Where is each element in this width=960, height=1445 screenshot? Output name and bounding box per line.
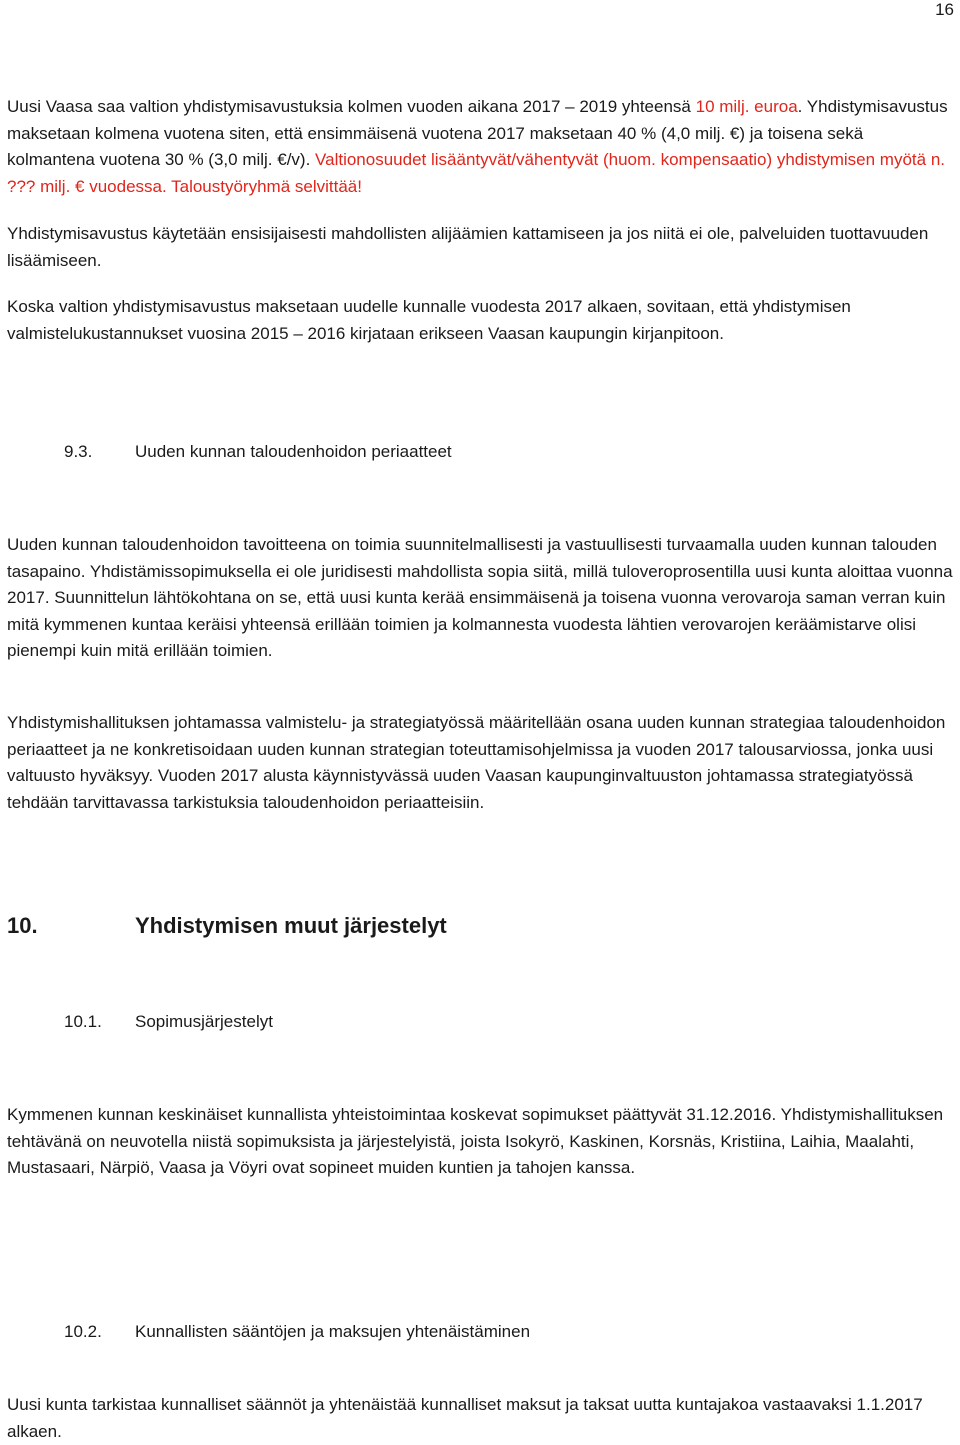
paragraph-strategy: Yhdistymishallituksen johtamassa valmistelu- ja strategiatyössä määritellään osana uuden kunnan strategiaa taloudenhoidon periaatteet ja ne konkretisoidaan uuden kunnan strategian toteuttamisohjelmissa ja vuoden 2017 talousarviossa, jonka uusi valtuusto hyväksyy. Vuoden 2017 alusta käynnistyvässä uuden Vaasan kaupunginvaltuuston johtamassa strategiatyössä tehdään tarvittavassa tarkistuksia taloudenhoidon periaatteisiin. [7, 713, 946, 812]
heading-10-1-title: Sopimusjärjestelyt [135, 1012, 273, 1031]
subsidy-text-2: . Yhdistymisavustus maksetaan kolmena vuotena siten, että ensimmäisenä vuotena 2017 maksetaan 40 % (4,0 milj. €) ja toisena sekä kolmantena vuotena 30 % (3,0 milj. €/v). [7, 97, 948, 169]
paragraph-subsidy-use: Yhdistymisavustus käytetään ensisijaisesti mahdollisten alijäämien kattamiseen ja jos niitä ei ole, palveluiden tuottavuuden lisäämiseen. [7, 224, 929, 270]
heading-9-3-number: 9.3. [64, 442, 93, 461]
paragraph-rules-fees: Uusi kunta tarkistaa kunnalliset säännöt ja yhtenäistää kunnalliset maksut ja taksat uutta kuntajakoa vastaavaksi 1.1.2017 alkaen. [7, 1395, 923, 1441]
heading-10-1-number: 10.1. [64, 1012, 102, 1031]
state-share-note-highlight: Valtionosuudet lisääntyvät/vähentyvät (huom. kompensaatio) yhdistymisen myötä n. ??? milj. € vuodessa. Taloustyöryhmä selvittää! [7, 150, 946, 196]
subsidy-text-1: Uusi Vaasa saa valtion yhdistymisavustuksia kolmen vuoden aikana 2017 – 2019 yhteensä [7, 97, 696, 116]
heading-10-title: Yhdistymisen muut järjestelyt [135, 913, 447, 938]
paragraph-preparation-costs: Koska valtion yhdistymisavustus maksetaan uudelle kunnalle vuodesta 2017 alkaen, sovitaan, että yhdistymisen valmistelukustannukset vuosina 2015 – 2016 kirjataan erikseen Vaasan kaupungin kirjanpitoon. [7, 297, 851, 343]
paragraph-finance-goal: Uuden kunnan taloudenhoidon tavoitteena on toimia suunnitelmallisesti ja vastuullisesti turvaamalla uuden kunnan talouden tasapaino. Yhdistämissopimuksella ei ole juridisesti mahdollista sopia siitä, millä tuloveroprosentilla uusi kunta aloittaa vuonna 2017. Suunnittelun lähtökohtana on se, että uusi kunta kerää ensimmäisenä ja toisena vuonna verovaroja saman verran kuin mitä kymmenen kuntaa keräisi yhteensä erillään toimien ja kolmannesta vuodesta lähtien verovarojen keräämistarve olisi pienempi kuin mitä erillään toimien. [7, 535, 953, 660]
page-number: 16 [935, 0, 954, 19]
paragraph-agreements: Kymmenen kunnan keskinäiset kunnallista yhteistoimintaa koskevat sopimukset päättyvät 31.12.2016. Yhdistymishallituksen tehtävänä on neuvotella niistä sopimuksista ja järjestelyistä, joista Isokyrö, Kaskinen, Korsnäs, Kristiina, Laihia, Maalahti, Mustasaari, Närpiö, Vaasa ja Vöyri ovat sopineet muiden kuntien ja tahojen kanssa. [7, 1105, 944, 1177]
heading-9-3-title: Uuden kunnan taloudenhoidon periaatteet [135, 442, 452, 461]
heading-10-2-number: 10.2. [64, 1322, 102, 1341]
paragraph-subsidy [7, 94, 955, 200]
heading-10-number: 10. [7, 913, 38, 938]
subsidy-amount-highlight: 10 milj. euroa [695, 97, 798, 116]
heading-10-2-title: Kunnallisten sääntöjen ja maksujen yhtenäistäminen [135, 1322, 531, 1341]
